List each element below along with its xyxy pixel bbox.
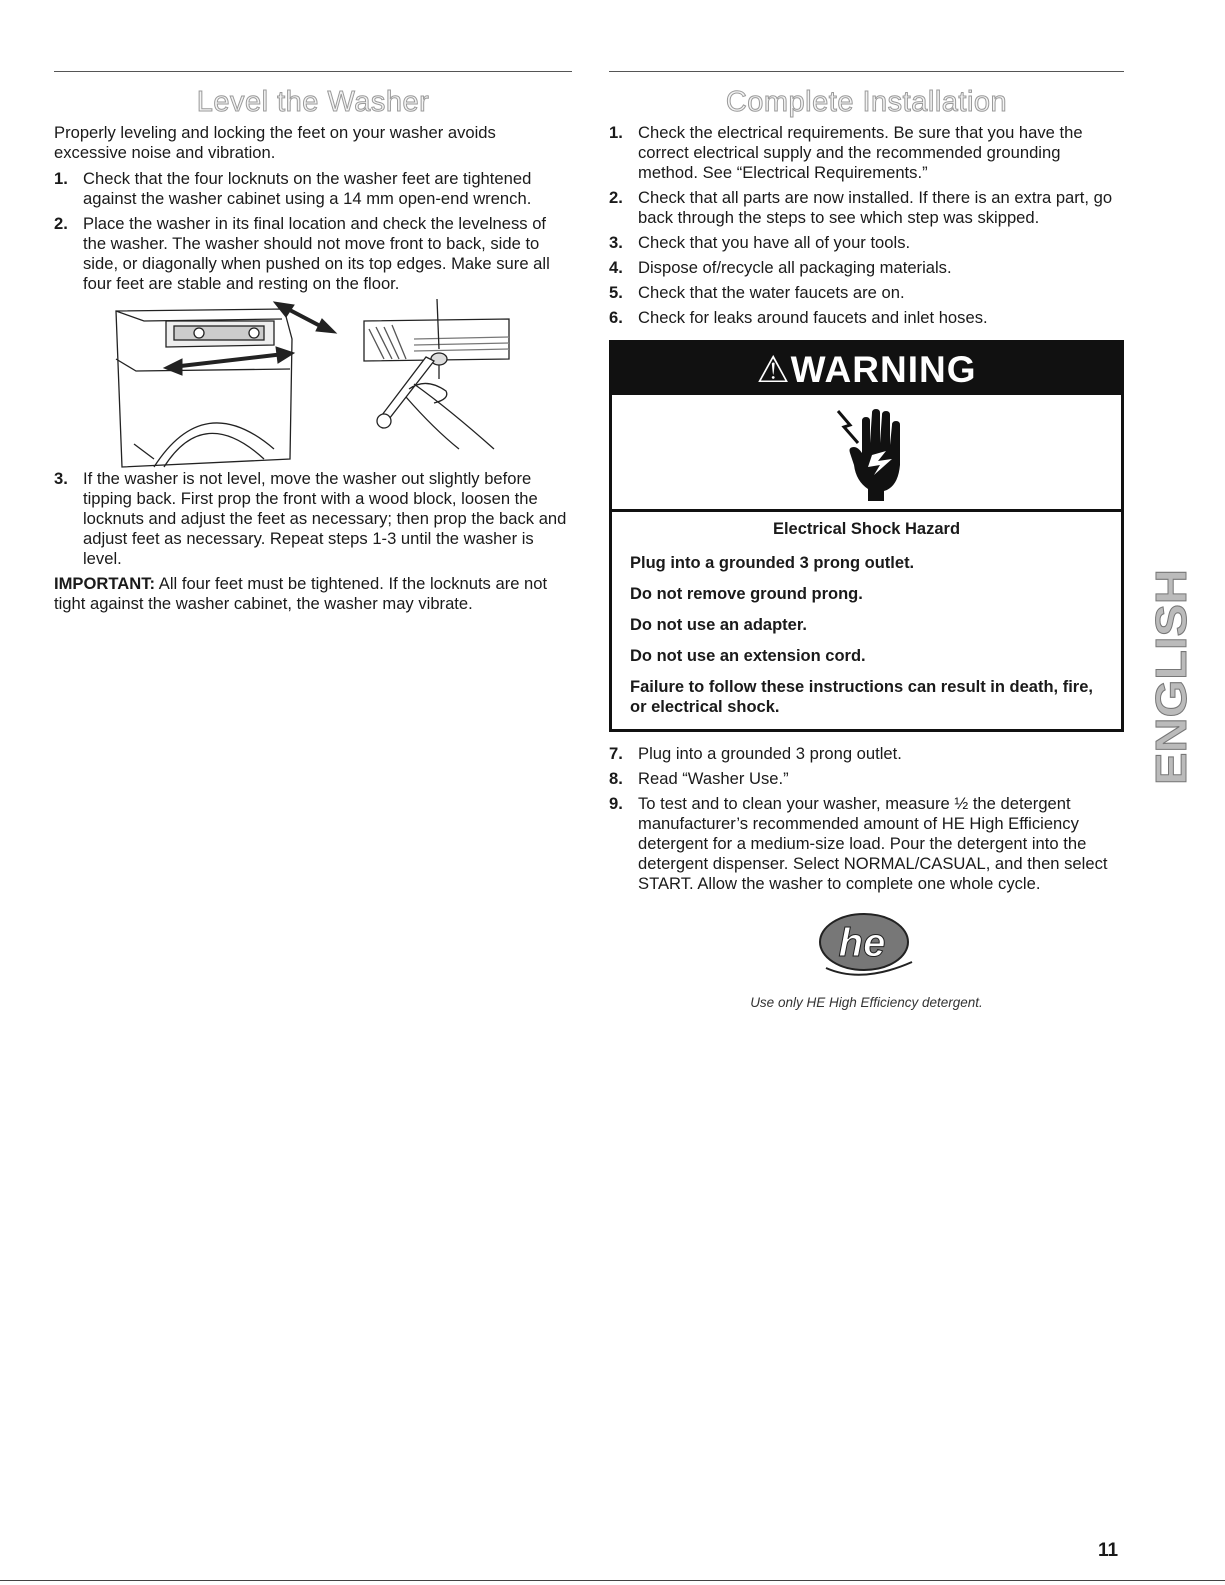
left-column: [54, 71, 572, 620]
page-number: 11: [1098, 1540, 1119, 1561]
list-item: 3. If the washer is not level, move the washer out slightly before tipping back. First prop the front with a wood block, loosen the locknuts and adjust the feet as necessary; then prop the back and adjust feet as necessary. Repeat steps 1-3 until the washer is level.: [54, 469, 567, 568]
warning-banner: ⚠WARNING: [612, 343, 1121, 395]
list-item: 1. Check that the four locknuts on the washer feet are tightened against the washer cabinet using a 14 mm open-end wrench.: [54, 169, 532, 208]
he-logo: [609, 910, 1124, 987]
list-item: 5. Check that the water faucets are on.: [609, 283, 905, 302]
list-item: 8. Read “Washer Use.”: [609, 769, 789, 788]
he-logo-icon: [812, 910, 922, 982]
warning-line: Do not use an adapter.: [630, 616, 807, 634]
list-item: 2. Check that all parts are now installed. If there is an extra part, go back through the steps to see which step was skipped.: [609, 188, 1113, 227]
he-caption: Use only HE High Efficiency detergent.: [750, 995, 983, 1010]
electric-shock-hand-icon: [832, 403, 912, 503]
warning-line: Plug into a grounded 3 prong outlet.: [630, 554, 915, 572]
list-item: 9. To test and to clean your washer, measure ½ the detergent manufacturer’s recommended amount of HE High Efficiency detergent for a medium-size load. Pour the detergent into the detergent dispenser. Select NORMAL/CASUAL, and then select START. Allow the washer to complete one whole cycle.: [609, 794, 1108, 893]
section-rule: [609, 71, 1124, 72]
list-item: 7. Plug into a grounded 3 prong outlet.: [609, 744, 902, 763]
list-item: 1. Check the electrical requirements. Be sure that you have the correct electrical supply and the recommended grounding method. See “Electrical Requirements.”: [609, 123, 1083, 182]
warning-line: Failure to follow these instructions can result in death, fire, or electrical shock.: [630, 678, 1093, 716]
side-tab-text: ENGLISH: [1147, 589, 1196, 785]
section-title-complete: Complete Installation: [725, 86, 1008, 118]
warning-box: [609, 340, 1124, 732]
list-item: 4. Dispose of/recycle all packaging materials.: [609, 258, 952, 277]
warning-line: Do not use an extension cord.: [630, 647, 866, 665]
list-item: 6. Check for leaks around faucets and inlet hoses.: [609, 308, 988, 327]
level-intro: Properly leveling and locking the feet on your washer avoids excessive noise and vibration.: [54, 123, 496, 162]
language-tab-label: [1147, 567, 1196, 785]
warning-heading: Electrical Shock Hazard: [772, 520, 961, 538]
complete-steps-a: [609, 123, 1124, 328]
list-item: 2. Place the washer in its final location and check the levelness of the washer. The washer should not move front to back, side to side, or diagonally when pushed on its top edges. Make sure all four feet are stable and resting on the floor.: [54, 214, 550, 293]
language-side-tab: [1147, 567, 1196, 785]
warning-icon-area: [612, 395, 1121, 512]
washer-wrench-illustration: [54, 299, 572, 469]
right-column: [609, 71, 1124, 1010]
important-text: All four feet must be tightened. If the locknuts are not tight against the washer cabinet, the washer may vibrate.: [54, 574, 548, 613]
warning-text: [612, 512, 1121, 729]
bottom-rule: [0, 1580, 1225, 1581]
leveling-illustration: [54, 299, 572, 469]
level-steps-a: [54, 169, 572, 294]
warning-line: Do not remove ground prong.: [630, 585, 863, 603]
complete-steps-b: [609, 744, 1124, 894]
important-note: [54, 574, 572, 614]
level-steps-b: [54, 469, 572, 569]
section-rule: [54, 71, 572, 72]
he-logo-text: he: [838, 921, 885, 965]
list-item: 3. Check that you have all of your tools.: [609, 233, 911, 252]
foot-wrench-drawing: [364, 299, 509, 449]
important-label: IMPORTANT:: [54, 574, 156, 593]
section-title-level: Level the Washer: [196, 86, 430, 118]
washer-top-drawing: [116, 309, 292, 467]
